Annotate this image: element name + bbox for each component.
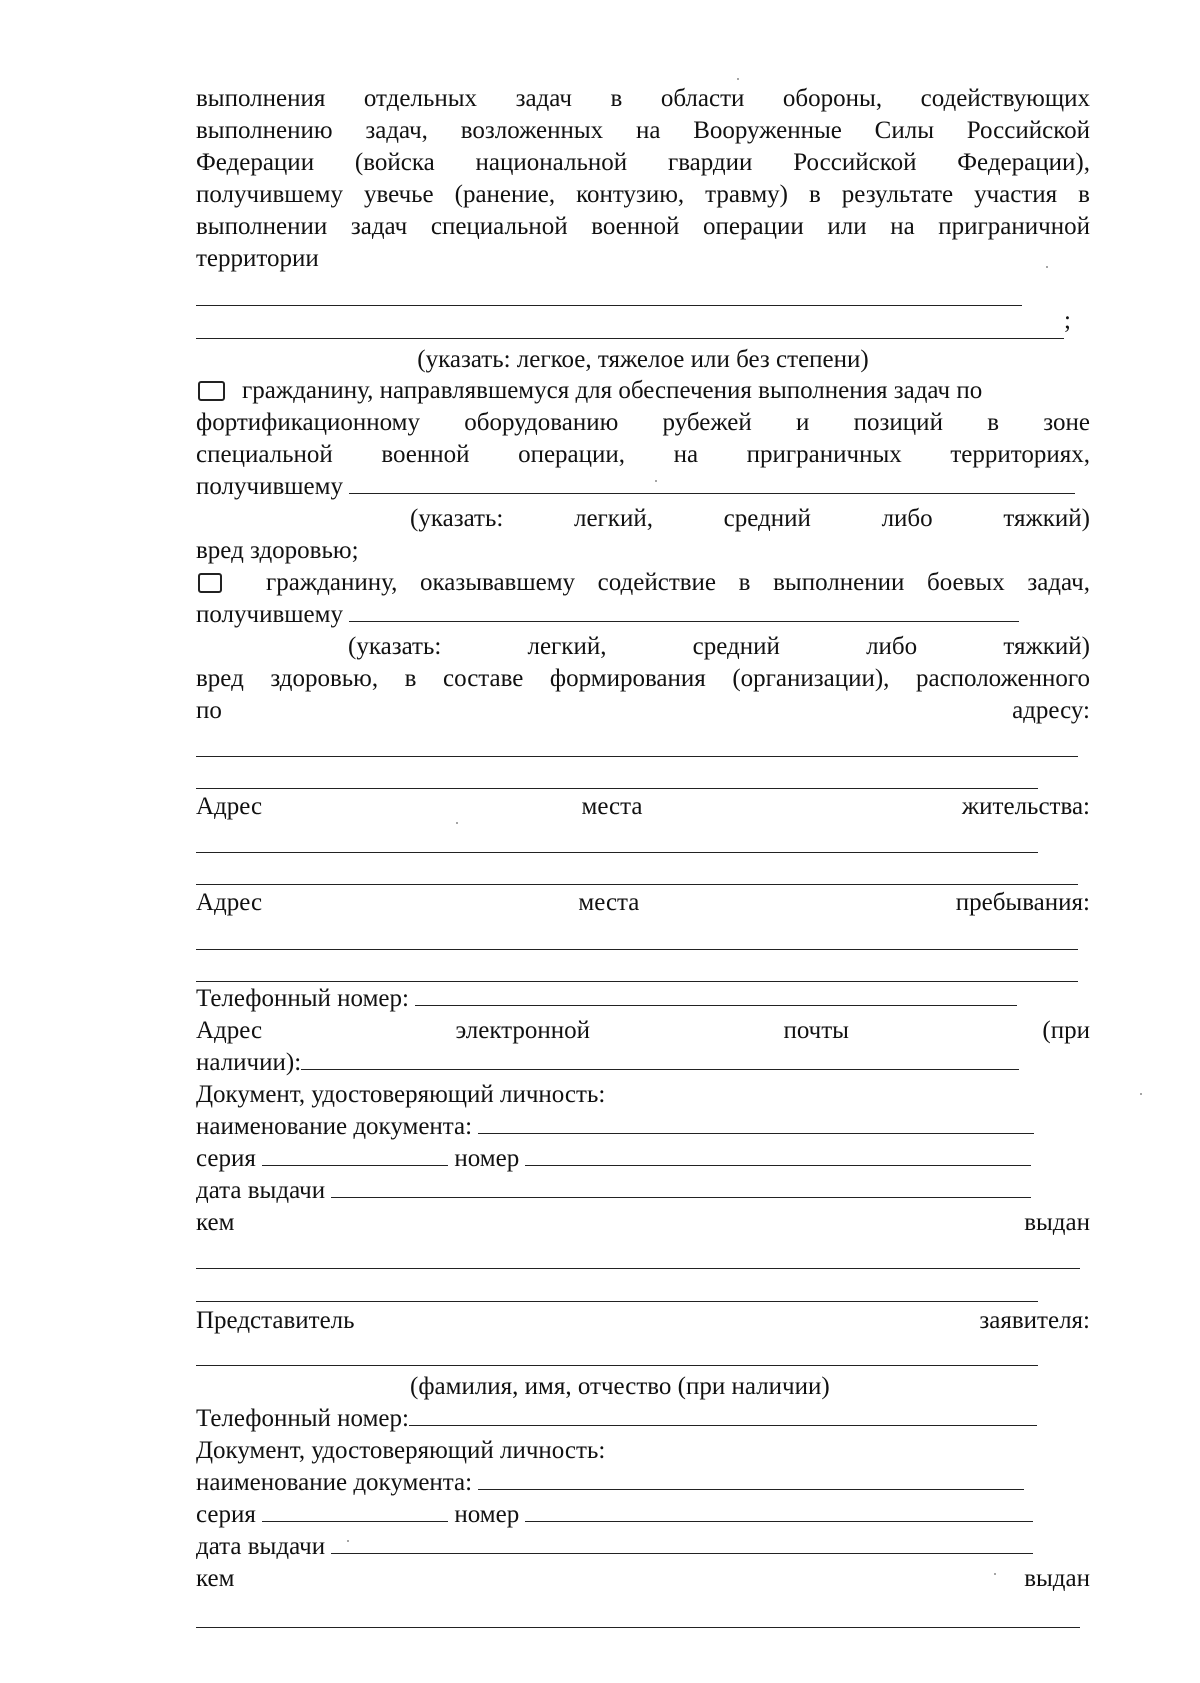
option2-harm-field[interactable] bbox=[349, 599, 1019, 622]
number-label: номер bbox=[454, 1145, 520, 1172]
word: тяжкий) bbox=[1003, 505, 1090, 532]
email-row bbox=[196, 1047, 1090, 1079]
option1-line-1: гражданину, направлявшемуся для обеспечения выполнения задач по bbox=[242, 377, 983, 404]
word: содействующих bbox=[920, 85, 1090, 112]
word: национальной bbox=[475, 149, 628, 176]
word: специальной bbox=[196, 441, 333, 468]
scan-speck bbox=[994, 1573, 996, 1575]
word: тяжкий) bbox=[1003, 633, 1090, 660]
scan-speck bbox=[347, 1540, 349, 1542]
stay-field-line-2[interactable] bbox=[196, 981, 1078, 982]
rep-issue-date-row bbox=[196, 1531, 1090, 1563]
issue-date-field[interactable] bbox=[331, 1175, 1031, 1198]
word: Адрес bbox=[196, 1017, 263, 1044]
scan-speck bbox=[1140, 1093, 1142, 1095]
doc-name-row bbox=[196, 1111, 1090, 1143]
org-address-field-line-2[interactable] bbox=[196, 788, 1038, 789]
phone-label: Телефонный номер: bbox=[196, 985, 409, 1012]
rep-phone-field[interactable] bbox=[409, 1403, 1037, 1426]
intro-line-4 bbox=[196, 179, 1090, 211]
option1-line-2 bbox=[196, 407, 1090, 439]
word: (указать: bbox=[410, 505, 504, 532]
option1-checkbox[interactable] bbox=[198, 381, 225, 401]
word: адресу: bbox=[1012, 697, 1090, 724]
org-address-field-line-1[interactable] bbox=[196, 756, 1078, 757]
word: в bbox=[809, 181, 821, 208]
received-label: получившему bbox=[196, 601, 343, 628]
residence-field-line-2[interactable] bbox=[196, 884, 1078, 885]
word: здоровью, bbox=[270, 665, 379, 692]
rep-doc-name-field[interactable] bbox=[478, 1467, 1024, 1490]
word: позиций bbox=[853, 409, 943, 436]
word: места bbox=[578, 889, 640, 916]
rep-phone-label: Телефонный номер: bbox=[196, 1405, 409, 1432]
word: на bbox=[890, 213, 915, 240]
word: (войска bbox=[354, 149, 435, 176]
word: (указать: bbox=[348, 633, 442, 660]
scan-speck bbox=[456, 822, 458, 824]
word: на bbox=[635, 117, 661, 144]
word: в bbox=[610, 85, 623, 112]
intro-last-line: территории bbox=[196, 245, 319, 272]
word: Представитель bbox=[196, 1307, 355, 1334]
word: Адрес bbox=[196, 889, 263, 916]
representative-name-field[interactable] bbox=[196, 1365, 1038, 1366]
number-label: номер bbox=[454, 1501, 520, 1528]
word: выполнении bbox=[773, 569, 905, 596]
option1-harm-text: вред здоровью; bbox=[196, 537, 359, 564]
word: выдан bbox=[1024, 1209, 1090, 1236]
word: приграничной bbox=[938, 213, 1090, 240]
option2-received-row bbox=[196, 599, 1090, 631]
word: оказывавшему bbox=[419, 569, 576, 596]
intro-line-3 bbox=[196, 147, 1090, 179]
intro-line-5 bbox=[196, 211, 1090, 243]
word: приграничных bbox=[746, 441, 902, 468]
word: и bbox=[796, 409, 810, 436]
word: Силы bbox=[874, 117, 934, 144]
word: в bbox=[1078, 181, 1090, 208]
injury-field-line-1[interactable] bbox=[196, 305, 1022, 306]
word: зоне bbox=[1043, 409, 1090, 436]
word: получившему bbox=[196, 181, 343, 208]
word: выполнению bbox=[196, 117, 333, 144]
rep-doc-title: Документ, удостоверяющий личность: bbox=[196, 1437, 606, 1464]
word: в bbox=[987, 409, 1000, 436]
word: результате bbox=[841, 181, 954, 208]
word: обороны, bbox=[782, 85, 883, 112]
word: участия bbox=[974, 181, 1058, 208]
rep-issue-date-field[interactable] bbox=[331, 1531, 1033, 1554]
email-label-2: наличии): bbox=[196, 1049, 302, 1076]
doc-series-row bbox=[196, 1143, 1090, 1175]
representative-label bbox=[196, 1305, 1090, 1337]
scan-speck bbox=[655, 480, 657, 482]
option1-line-3 bbox=[196, 439, 1090, 471]
word: средний bbox=[723, 505, 811, 532]
word: выдан bbox=[1024, 1565, 1090, 1592]
issue-date-row bbox=[196, 1175, 1090, 1207]
word: задач bbox=[350, 213, 408, 240]
word: легкий, bbox=[573, 505, 653, 532]
word: фортификационному bbox=[196, 409, 420, 436]
word: выполнения bbox=[196, 85, 326, 112]
stay-field-line-1[interactable] bbox=[196, 949, 1078, 950]
word: операции bbox=[703, 213, 804, 240]
word: пребывания: bbox=[955, 889, 1090, 916]
residence-field-line-1[interactable] bbox=[196, 852, 1038, 853]
word: (при bbox=[1042, 1017, 1090, 1044]
word: военной bbox=[381, 441, 470, 468]
word: (организации), bbox=[732, 665, 890, 692]
option1-hint bbox=[410, 503, 1090, 535]
word: на bbox=[673, 441, 699, 468]
doc-name-field[interactable] bbox=[478, 1111, 1034, 1134]
word: оборудованию bbox=[464, 409, 619, 436]
semicolon: ; bbox=[1064, 307, 1071, 334]
series-label: серия bbox=[196, 1145, 256, 1172]
phone-field[interactable] bbox=[415, 983, 1017, 1006]
word: Адрес bbox=[196, 793, 263, 820]
intro-line-2 bbox=[196, 115, 1090, 147]
word: боевых bbox=[926, 569, 1005, 596]
option1-received-row bbox=[196, 471, 1090, 503]
stay-address-label bbox=[196, 887, 1090, 919]
intro-line-1 bbox=[196, 83, 1090, 115]
word: контузию, bbox=[576, 181, 685, 208]
email-field[interactable] bbox=[301, 1047, 1019, 1070]
word: места bbox=[581, 793, 643, 820]
word: гвардии bbox=[667, 149, 753, 176]
word: Федерации bbox=[196, 149, 315, 176]
word: формирования bbox=[549, 665, 706, 692]
injury-hint: (указать: легкое, тяжелое или без степени) bbox=[417, 346, 869, 373]
word: задач bbox=[515, 85, 572, 112]
word: операции, bbox=[518, 441, 626, 468]
option2-checkbox[interactable] bbox=[198, 573, 222, 593]
word: по bbox=[196, 697, 222, 724]
word: рубежей bbox=[662, 409, 752, 436]
doc-title: Документ, удостоверяющий личность: bbox=[196, 1081, 606, 1108]
option1-harm-field[interactable] bbox=[349, 471, 1075, 494]
word: вред bbox=[196, 665, 244, 692]
word: задач, bbox=[1027, 569, 1090, 596]
word: заявителя: bbox=[979, 1307, 1090, 1334]
issue-date-label: дата выдачи bbox=[196, 1533, 326, 1560]
word: травму) bbox=[705, 181, 789, 208]
word: задач, bbox=[365, 117, 428, 144]
doc-name-label: наименование документа: bbox=[196, 1113, 473, 1140]
residence-address-label bbox=[196, 791, 1090, 823]
word: Российской bbox=[793, 149, 917, 176]
phone-row bbox=[196, 983, 1090, 1015]
doc-name-label: наименование документа: bbox=[196, 1469, 473, 1496]
option2-line-1 bbox=[266, 567, 1090, 599]
email-label-line bbox=[196, 1015, 1090, 1047]
scan-speck bbox=[1046, 266, 1048, 268]
scan-speck bbox=[737, 78, 739, 80]
option2-hint bbox=[348, 631, 1090, 663]
rep-doc-series-row bbox=[196, 1499, 1090, 1531]
word: Федерации), bbox=[957, 149, 1090, 176]
word: электронной bbox=[455, 1017, 591, 1044]
issued-by-field-line-1[interactable] bbox=[196, 1268, 1080, 1269]
fio-hint: (фамилия, имя, отчество (при наличии) bbox=[410, 1373, 830, 1400]
issued-by-label bbox=[196, 1207, 1090, 1239]
word: Вооруженные bbox=[693, 117, 842, 144]
word: расположенного bbox=[915, 665, 1090, 692]
word: составе bbox=[442, 665, 524, 692]
option2-address-line bbox=[196, 695, 1090, 727]
word: в bbox=[738, 569, 751, 596]
option2-harm-line bbox=[196, 663, 1090, 695]
word: возложенных bbox=[460, 117, 604, 144]
rep-doc-name-row bbox=[196, 1467, 1090, 1499]
word: территориях, bbox=[950, 441, 1090, 468]
word: выполнении bbox=[196, 213, 328, 240]
word: Российской bbox=[966, 117, 1090, 144]
word: в bbox=[404, 665, 417, 692]
word: жительства: bbox=[961, 793, 1090, 820]
rep-phone-row bbox=[196, 1403, 1090, 1435]
issue-date-label: дата выдачи bbox=[196, 1177, 326, 1204]
word: легкий, bbox=[527, 633, 607, 660]
word: гражданину, bbox=[266, 569, 398, 596]
rep-issued-by-label bbox=[196, 1563, 1090, 1595]
word: содействие bbox=[597, 569, 717, 596]
injury-field-line-2[interactable] bbox=[196, 338, 1064, 339]
word: кем bbox=[196, 1209, 235, 1236]
word: увечье bbox=[363, 181, 434, 208]
word: средний bbox=[692, 633, 780, 660]
word: области bbox=[660, 85, 745, 112]
series-label: серия bbox=[196, 1501, 256, 1528]
word: либо bbox=[866, 633, 918, 660]
received-label: получившему bbox=[196, 473, 343, 500]
rep-issued-by-field-line[interactable] bbox=[196, 1627, 1080, 1628]
rep-number-field[interactable] bbox=[525, 1499, 1033, 1522]
word: кем bbox=[196, 1565, 235, 1592]
series-field[interactable] bbox=[262, 1143, 448, 1166]
word: отдельных bbox=[363, 85, 478, 112]
number-field[interactable] bbox=[525, 1143, 1031, 1166]
word: почты bbox=[783, 1017, 849, 1044]
word: военной bbox=[591, 213, 680, 240]
word: (ранение, bbox=[454, 181, 556, 208]
word: специальной bbox=[430, 213, 568, 240]
word: или bbox=[827, 213, 867, 240]
issued-by-field-line-2[interactable] bbox=[196, 1301, 1038, 1302]
word: либо bbox=[881, 505, 933, 532]
rep-series-field[interactable] bbox=[262, 1499, 448, 1522]
